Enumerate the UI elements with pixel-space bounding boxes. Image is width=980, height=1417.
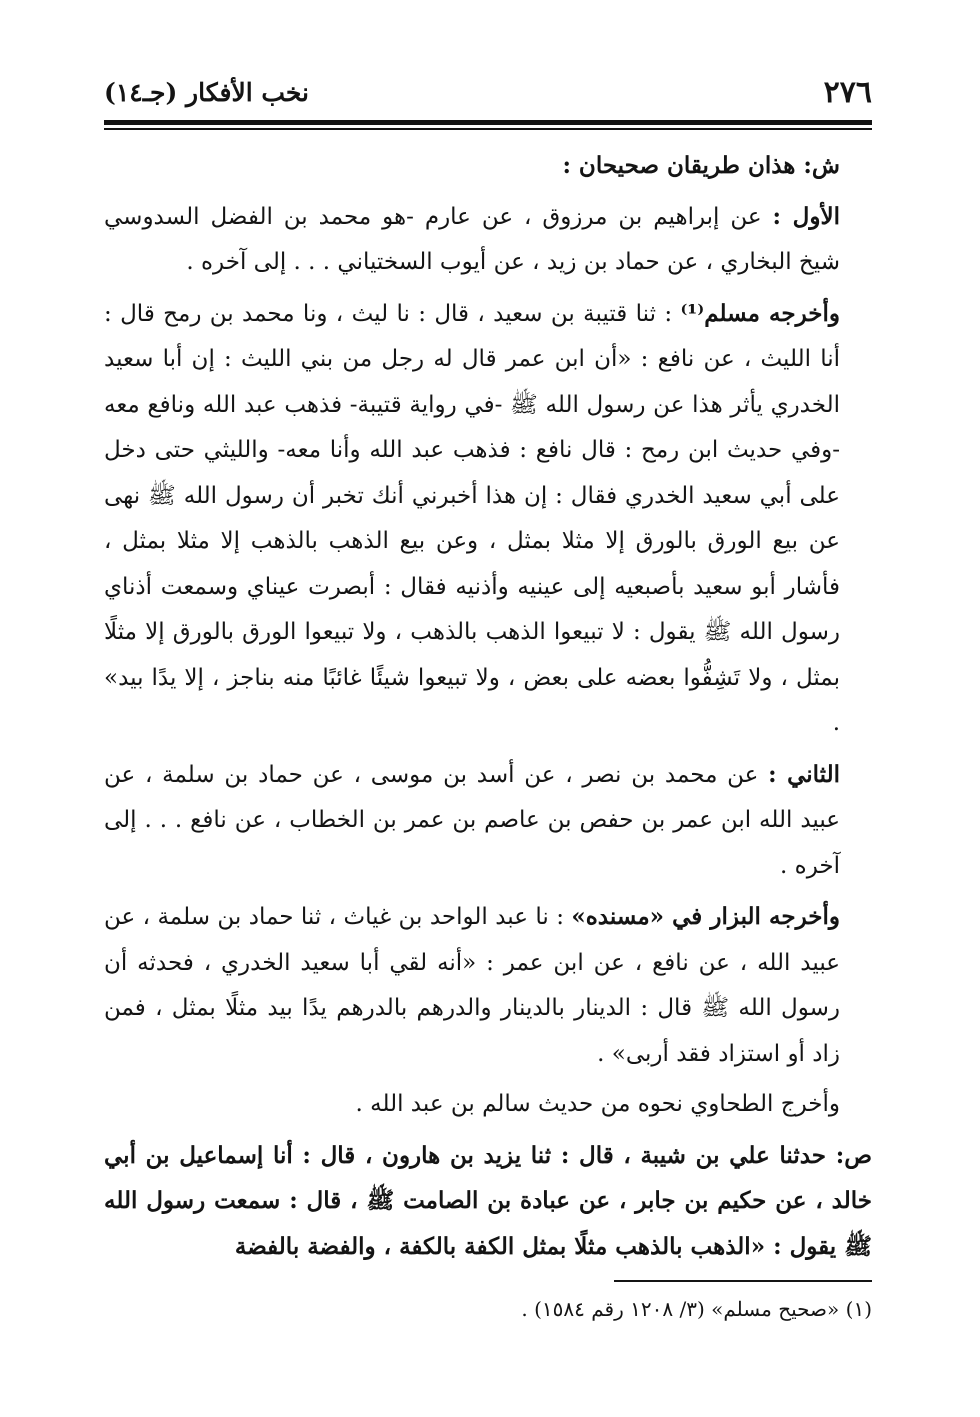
paragraph-label: وأخرجه مسلم⁽¹⁾ <box>680 299 840 327</box>
paragraph-label: الأول : <box>772 202 840 230</box>
footnote-separator <box>614 1280 872 1282</box>
paragraph-tahawi <box>104 1082 872 1128</box>
paragraph-text: : ثنا قتيبة بن سعيد ، قال : نا ليث ، ونا محمد بن رمح قال : أنا الليث ، عن نافع : «أن ابن عمر قال له رجل من بني الليث : إن أبا سعيد الخدري يأثر هذا عن رسول الله ﷺ -في رواية قتيبة- فذهب عبد الله ونافع معه -وفي حديث ابن رمح : قال نافع : فذهب عبد الله وأنا معه- والليثي حتى دخل على أبي سعيد الخدري فقال : إن هذا أخبرني أنك تخبر أن رسول الله ﷺ نهى عن بيع الورق بالورق إلا مثلا بمثل ، وعن بيع الذهب بالذهب إلا مثلا بمثل ، فأشار أبو سعيد بأصبعيه إلى عينيه وأذنيه فقال : أبصرت عيناي وسمعت أذناي رسول الله ﷺ يقول : لا تبيعوا الذهب بالذهب ، ولا تبيعوا الورق بالورق إلا مثلًا بمثل ، ولا تَشِفُّوا بعضه على بعض ، ولا تبيعوا شيئًا غائبًا منه بناجز ، إلا يدًا بيد» . <box>104 300 840 736</box>
paragraph-second-chain <box>104 752 872 890</box>
footnote: (١) «صحيح مسلم» (٣/ ١٢٠٨ رقم ١٥٨٤) . <box>521 1297 872 1321</box>
paragraph-text: حدثنا علي بن شيبة ، قال : ثنا يزيد بن هارون ، قال : أنا إسماعيل بن أبي خالد ، عن حكيم بن جابر ، عن عبادة بن الصامت ﷺ ، قال : سمعت رسول الله ﷺ يقول : «الذهب بالذهب مثلًا بمثل الكفة بالكفة ، والفضة بالفضة <box>104 1141 872 1260</box>
page-header <box>104 66 872 118</box>
paragraph-label: الثاني : <box>768 760 840 788</box>
paragraph-text: عن إبراهيم بن مرزوق ، عن عارم -هو محمد بن الفضل السدوسي شيخ البخاري ، عن حماد بن زيد ، عن أيوب السختياني . . . إلى آخره . <box>104 203 840 275</box>
paragraph-text: : نا عبد الواحد بن غياث ، ثنا حماد بن سلمة ، عن عبيد الله ، عن نافع ، عن ابن عمر : «أنه لقي أبا سعيد الخدري ، فحدثه أن رسول الله ﷺ قال : الدينار بالدينار والدرهم بالدرهم يدًا بيد مثلًا بمثل ، فمن زاد أو استزاد فقد أربى» . <box>104 904 840 1067</box>
running-title: نخب الأفكار (جـ١٤) <box>104 77 310 107</box>
paragraph-label: وأخرجه البزار في «مسنده» <box>571 903 840 930</box>
header-rule-thick <box>104 120 872 125</box>
paragraph-text: ش: هذان طريقان صحيحان : <box>562 152 840 179</box>
paragraph-text: عن محمد بن نصر ، عن أسد بن موسى ، عن حماد بن سلمة ، عن عبيد الله ابن عمر بن حفص بن عاصم بن عمر بن الخطاب ، عن نافع . . . إلى آخره . <box>104 761 840 879</box>
paragraph-bazzar <box>104 894 872 1077</box>
paragraph-label: ص: <box>835 1141 872 1169</box>
paragraph-muslim <box>104 291 872 747</box>
paragraph-matn <box>104 1133 872 1270</box>
page-number: ٢٧٦ <box>823 74 872 110</box>
section-heading <box>104 143 872 189</box>
paragraph-text: وأخرج الطحاوي نحوه من حديث سالم بن عبد الله . <box>355 1091 840 1117</box>
header-rule-thin <box>104 128 872 130</box>
paragraph-first-chain <box>104 194 872 286</box>
main-text <box>104 143 872 1274</box>
